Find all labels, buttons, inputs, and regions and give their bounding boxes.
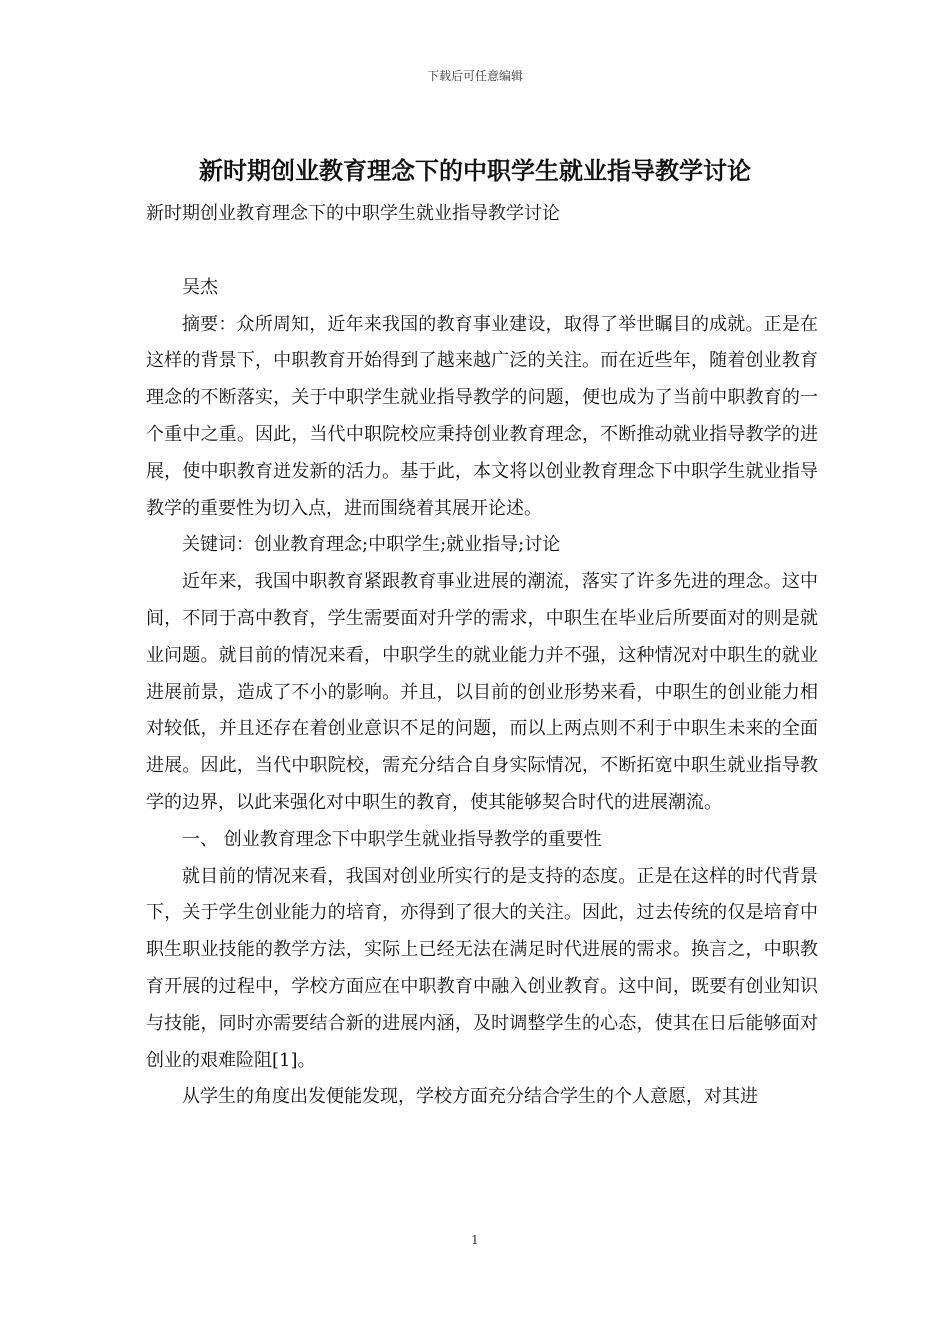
document-body bbox=[146, 196, 818, 1116]
intro-paragraph: 近年来，我国中职教育紧跟教育事业进展的潮流，落实了许多先进的理念。这中间，不同于高中教育，学生需要面对升学的需求，中职生在毕业后所要面对的则是就业问题。就目前的情况来看，中职学生的就业能力并不强，这种情况对中职生的就业进展前景，造成了不小的影响。并且，以目前的创业形势来看，中职生的创业能力相对较低，并且还存在着创业意识不足的问题，而以上两点则不利于中职生未来的全面进展。因此，当代中职院校，需充分结合自身实际情况，不断拓宽中职生就业指导教学的边界，以此来强化对中职生的教育，使其能够契合时代的进展潮流。 bbox=[146, 571, 818, 813]
section1-paragraph-2: 从学生的角度出发便能发现，学校方面充分结合学生的个人意愿，对其进 bbox=[182, 1086, 758, 1108]
section1-paragraph-1: 就目前的情况来看，我国对创业所实行的是支持的态度。正是在这样的时代背景下，关于学生创业能力的培育，亦得到了很大的关注。因此，过去传统的仅是培育中职生职业技能的教学方法，实际上已经无法在满足时代进展的需求。换言之，中职教育开展的过程中，学校方面应在中职教育中融入创业教育。这中间，既要有创业知识与技能，同时亦需要结合新的进展内涵，及时调整学生的心态，使其在日后能够面对创业的艰难险阻[1]。 bbox=[146, 865, 818, 1071]
page-number: 1 bbox=[471, 1233, 479, 1247]
keywords-line: 关键词：创业教育理念;中职学生;就业指导;讨论 bbox=[182, 534, 561, 556]
document-subtitle: 新时期创业教育理念下的中职学生就业指导教学讨论 bbox=[146, 203, 560, 224]
document-title: 新时期创业教育理念下的中职学生就业指导教学讨论 bbox=[199, 156, 751, 185]
author-name: 吴杰 bbox=[182, 276, 218, 298]
page-header-note: 下载后可任意编辑 bbox=[426, 69, 523, 83]
section-heading-1: 一、 创业教育理念下中职学生就业指导教学的重要性 bbox=[182, 828, 602, 850]
abstract-paragraph: 摘要：众所周知，近年来我国的教育事业建设，取得了举世瞩目的成就。正是在这样的背景下，中职教育开始得到了越来越广泛的关注。而在近些年，随着创业教育理念的不断落实，关于中职学生就业指导教学的问题，便也成为了当前中职教育的一个重中之重。因此，当代中职院校应秉持创业教育理念，不断推动就业指导教学的进展，使中职教育迸发新的活力。基于此，本文将以创业教育理念下中职学生就业指导教学的重要性为切入点，进而围绕着其展开论述。 bbox=[146, 313, 818, 519]
